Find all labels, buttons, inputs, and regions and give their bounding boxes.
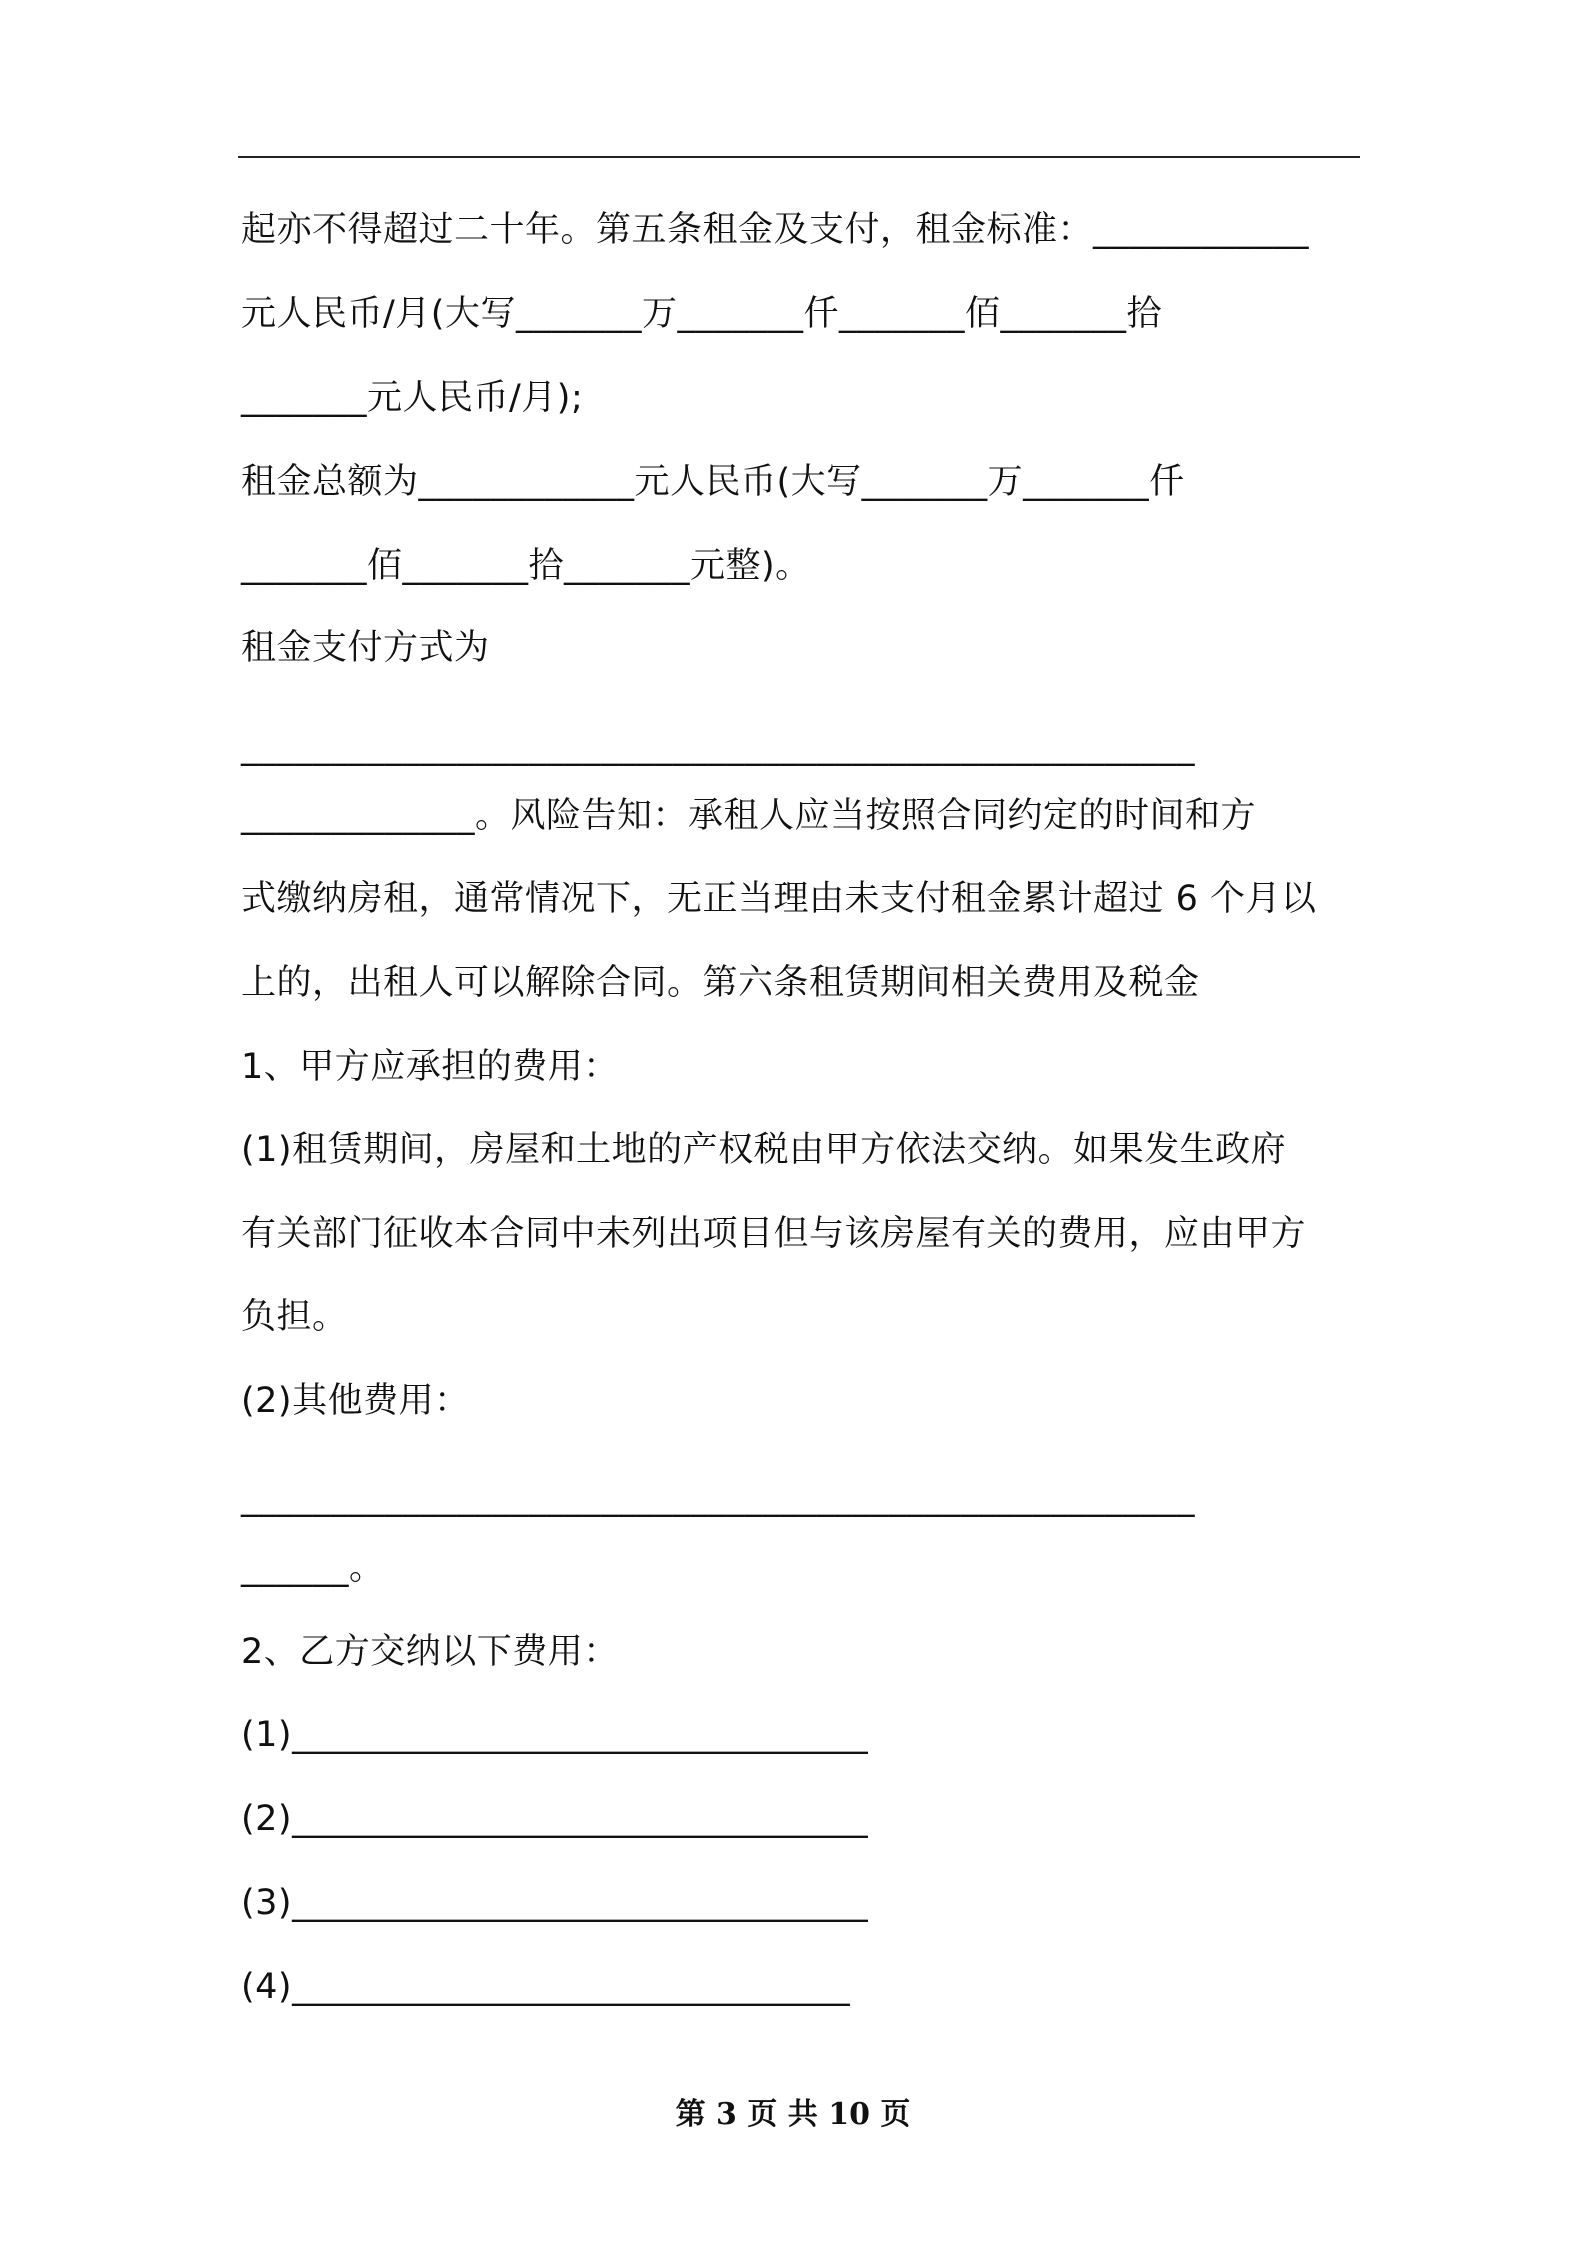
text-line-4: 租金总额为____________元人民币(大写_______万_______仟	[241, 462, 1185, 502]
fee-item-1: (1)________________________________	[241, 1715, 869, 1755]
blank-line-1: _____________________________________________________	[241, 727, 1195, 767]
text-line-16: 2、乙方交纳以下费用：	[241, 1632, 619, 1672]
fee-item-4: (4)_______________________________	[241, 1967, 851, 2007]
text-line-5: _______佰_______拾_______元整)。	[241, 546, 811, 586]
text-line-13: 负担。	[241, 1297, 348, 1337]
header-rule	[238, 156, 1360, 158]
text-line-10: 1、甲方应承担的费用：	[241, 1047, 619, 1087]
text-line-1: 起亦不得超过二十年。第五条租金及支付，租金标准：____________	[241, 210, 1310, 250]
text-line-2: 元人民币/月(大写_______万_______仟_______佰_______拾	[241, 294, 1162, 334]
text-line-12: 有关部门征收本合同中未列出项目但与该房屋有关的费用，应由甲方	[241, 1214, 1307, 1254]
text-line-6: 租金支付方式为	[241, 628, 490, 668]
page-indicator: 第 3 页 共 10 页	[675, 2097, 911, 2132]
blank-line-2: _____________________________________________________	[241, 1478, 1195, 1518]
text-line-11: (1)租赁期间，房屋和土地的产权税由甲方依法交纳。如果发生政府	[241, 1130, 1287, 1170]
text-line-8: 式缴纳房租，通常情况下，无正当理由未支付租金累计超过 6 个月以	[241, 879, 1317, 919]
text-line-15: ______。	[241, 1548, 385, 1588]
fee-item-2: (2)________________________________	[241, 1799, 869, 1839]
text-line-14: (2)其他费用：	[241, 1381, 470, 1421]
text-line-3: _______元人民币/月);	[241, 378, 584, 418]
text-line-9: 上的，出租人可以解除合同。第六条租赁期间相关费用及税金	[241, 963, 1200, 1003]
text-line-7: _____________。风险告知：承租人应当按照合同约定的时间和方	[241, 796, 1257, 836]
fee-item-3: (3)________________________________	[241, 1883, 869, 1923]
